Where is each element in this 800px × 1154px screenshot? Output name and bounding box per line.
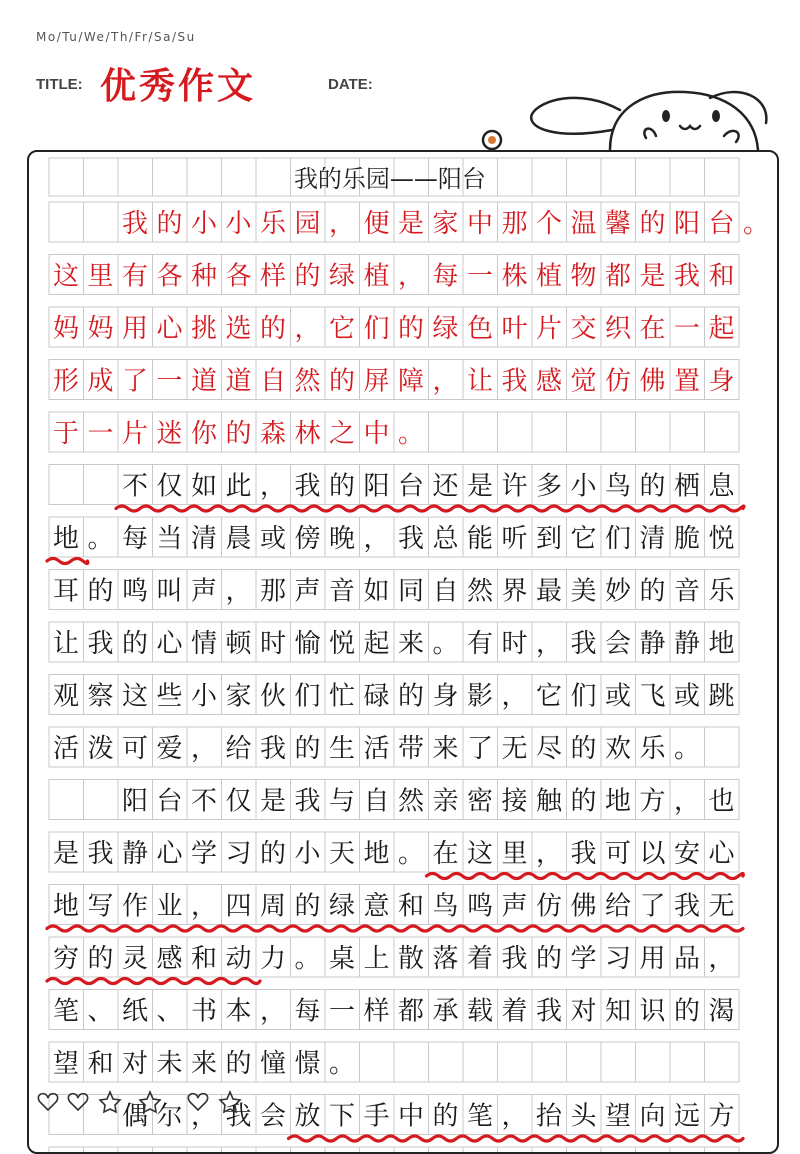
wavy-underline xyxy=(116,506,744,511)
essay-grid xyxy=(29,152,777,1152)
essay-line-text: 阳 台 不 仅 是 我 与 自 然 亲 密 接 触 的 地 方 ， 也 xyxy=(122,786,735,817)
essay-line-text: 地 。 每 当 清 晨 或 傍 晚 ， 我 总 能 听 到 它 们 清 脆 悦 xyxy=(53,524,735,554)
wavy-underline xyxy=(47,926,743,931)
essay-line-text: 我 的 小 小 乐 园 ， 便 是 家 中 那 个 温 馨 的 阳 台 。 xyxy=(122,209,770,239)
weekdays-row: Mo/Tu/We/Th/Fr/Sa/Su xyxy=(36,30,196,44)
essay-line-text: 让 我 的 心 情 顿 时 愉 悦 起 来 。 有 时 ， 我 会 静 静 地 xyxy=(53,629,735,659)
essay-line-text: 不 仅 如 此 ， 我 的 阳 台 还 是 许 多 小 鸟 的 栖 息 xyxy=(122,471,735,502)
essay-line-text: 地 写 作 业 ， 四 周 的 绿 意 和 鸟 鸣 声 仿 佛 给 了 我 无 xyxy=(53,891,735,922)
essay-line-text: 望 和 对 未 来 的 憧 憬 。 xyxy=(53,1049,356,1079)
grid-lines xyxy=(49,158,739,1152)
essay-line-text: 妈 妈 用 心 挑 选 的 ， 它 们 的 绿 色 叶 片 交 织 在 一 起 xyxy=(53,314,735,344)
title-label: TITLE: xyxy=(36,76,83,93)
page-title: 优秀作文 xyxy=(100,65,257,107)
essay-notebook xyxy=(27,150,779,1154)
wavy-underline xyxy=(47,979,260,984)
essay-line-text: 笔 、 纸 、 书 本 ， 每 一 样 都 承 载 着 我 对 知 识 的 渴 xyxy=(53,996,735,1027)
decorative-border-icon xyxy=(30,1080,390,1120)
wavy-underline xyxy=(47,559,88,564)
wavy-underline xyxy=(427,874,744,879)
essay-heading: 我的乐园——阳台 xyxy=(293,165,486,193)
essay-line xyxy=(53,419,424,449)
essay-line-text: 形 成 了 一 道 道 自 然 的 屏 障 ， 让 我 感 觉 仿 佛 置 身 xyxy=(53,366,735,397)
essay-line xyxy=(122,209,769,239)
bunny-mascot-icon xyxy=(470,78,770,158)
wavy-underline xyxy=(289,1136,744,1141)
essay-line-text: 观 察 这 些 小 家 伙 们 忙 碌 的 身 影 ， 它 们 或 飞 或 跳 xyxy=(53,681,735,712)
date-label: DATE: xyxy=(328,76,373,93)
essay-line-text: 于 一 片 迷 你 的 森 林 之 中 。 xyxy=(53,419,425,449)
essay-line xyxy=(53,734,700,764)
essay-line-text: 偶 尔 ， 我 会 放 下 手 中 的 笔 ， 抬 头 望 向 远 方 xyxy=(122,1101,735,1132)
essay-line-text: 是 我 静 心 学 习 的 小 天 地 。 在 这 里 ， 我 可 以 安 心 xyxy=(53,839,735,869)
essay-line xyxy=(53,1049,355,1079)
essay-line-text: 耳 的 鸣 叫 声 ， 那 声 音 如 同 自 然 界 最 美 妙 的 音 乐 xyxy=(53,576,735,607)
essay-line-text: 这 里 有 各 种 各 样 的 绿 植 ， 每 一 株 植 物 都 是 我 和 xyxy=(53,261,735,292)
essay-line-text: 穷 的 灵 感 和 动 力 。 桌 上 散 落 着 我 的 学 习 用 品 ， xyxy=(53,944,735,974)
essay-line-text: 活 泼 可 爱 ， 给 我 的 生 活 带 来 了 无 尽 的 欢 乐 。 xyxy=(53,734,701,764)
